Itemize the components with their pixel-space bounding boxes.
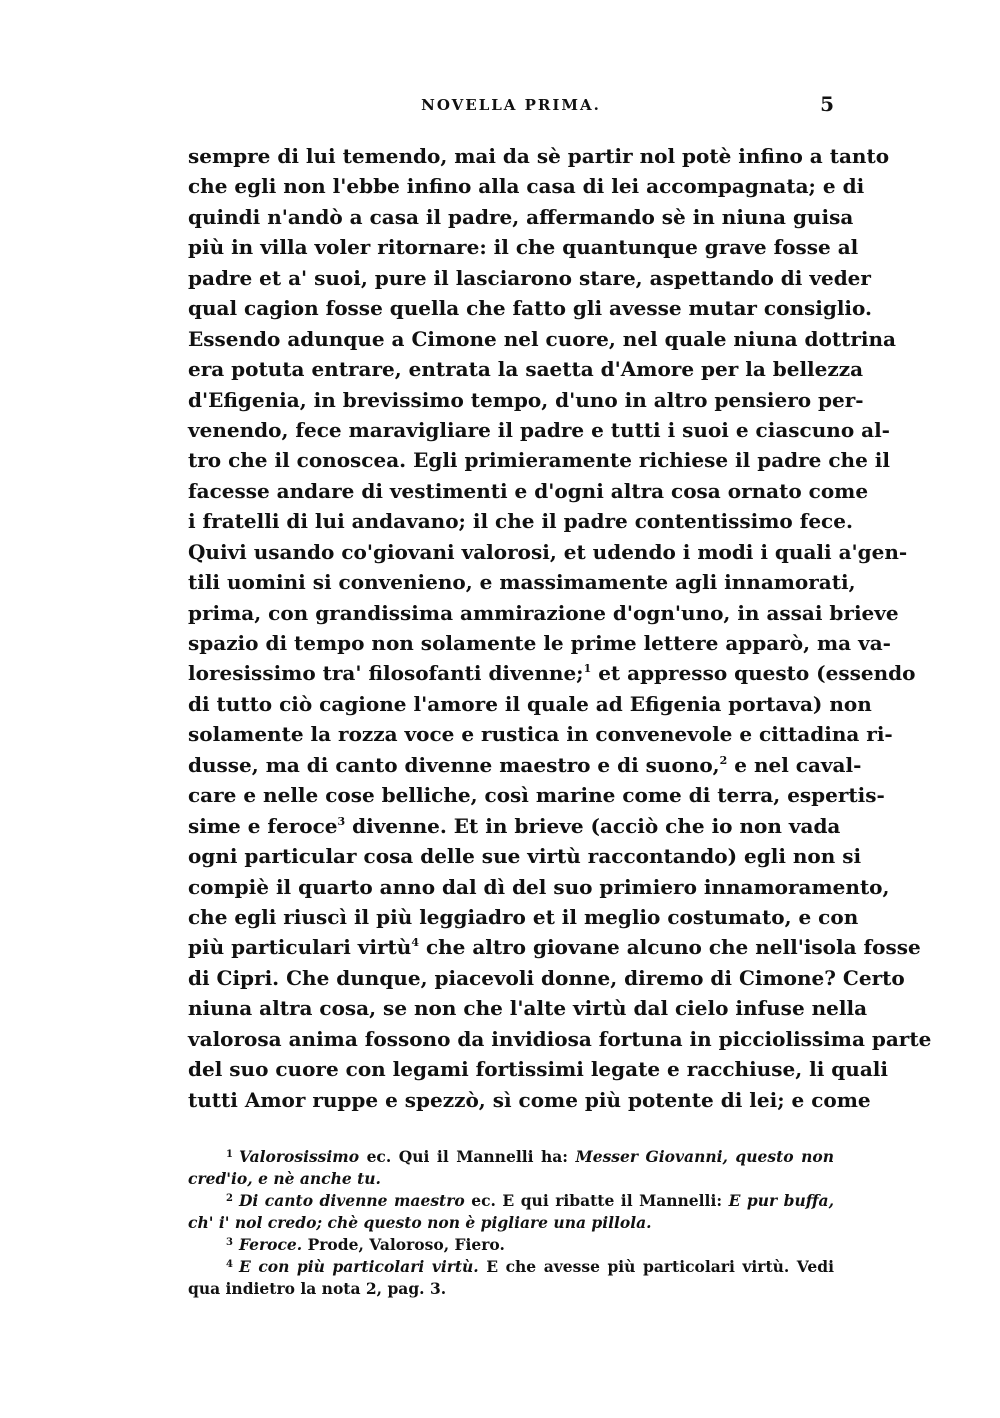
footnote-4 <box>188 1256 834 1278</box>
footnotes <box>188 1146 834 1300</box>
line-tail: e nel caval- <box>734 752 862 777</box>
text-line <box>188 932 921 962</box>
text-line: tutti Amor ruppe e spezzò, sì come più potente di lei; e come <box>188 1087 871 1112</box>
text-line: era potuta entrare, entrata la saetta d'Amore per la bellezza <box>188 357 864 382</box>
footnote-3 <box>188 1234 834 1256</box>
text-line: care e nelle cose belliche, così marine come di terra, espertis- <box>188 783 885 808</box>
text-line: quindi n'andò a casa il padre, affermando sè in niuna guisa <box>188 204 854 229</box>
text-line: tro che il conoscea. Egli primieramente richiese il padre che il <box>188 448 890 473</box>
footnote-text: E che avesse più particolari virtù. Vedi <box>486 1257 834 1276</box>
footnote-mark: 1 <box>226 1149 233 1160</box>
text-line: venendo, fece maravigliare il padre e tutti i suoi e ciascuno al- <box>188 417 890 442</box>
footnote-lemma: Valorosissimo <box>238 1147 360 1166</box>
text-line: che egli riuscì il più leggiadro et il meglio costumato, e con <box>188 904 859 929</box>
footnote-ref: 4 <box>411 936 419 950</box>
text-line: Essendo adunque a Cimone nel cuore, nel quale niuna dottrina <box>188 326 896 351</box>
text-line: ogni particular cosa delle sue virtù raccontando) egli non si <box>188 844 862 869</box>
text-line: di tutto ciò cagione l'amore il quale ad Efigenia portava) non <box>188 691 872 716</box>
footnote-mark: 3 <box>226 1237 233 1248</box>
line-head: dusse, ma di canto divenne maestro e di suono, <box>188 752 720 777</box>
text-line <box>188 658 916 688</box>
text-line: qual cagion fosse quella che fatto gli avesse mutar consiglio. <box>188 296 872 321</box>
line-head: loresissimo tra' filosofanti divenne; <box>188 661 584 686</box>
text-line: prima, con grandissima ammirazione d'ogn'uno, in assai brieve <box>188 600 899 625</box>
page-number: 5 <box>820 92 834 116</box>
text-line: d'Efigenia, in brevissimo tempo, d'uno in altro pensiero per- <box>188 387 864 412</box>
line-tail: et appresso questo (essendo <box>598 661 916 686</box>
footnote-text: Prode, Valoroso, Fiero. <box>307 1235 505 1254</box>
footnote-1-cont: cred'io, e nè anche tu. <box>188 1169 381 1188</box>
footnote-lemma: Di canto divenne maestro <box>238 1191 465 1210</box>
text-line: Quivi usando co'giovani valorosi, et udendo i modi i quali a'gen- <box>188 539 908 564</box>
footnote-mark: 2 <box>226 1193 233 1204</box>
footnote-lemma: Feroce. <box>238 1235 303 1254</box>
text-line <box>188 811 841 841</box>
text-line: tili uomini si convenieno, e massimamente agli innamorati, <box>188 570 856 595</box>
footnote-ref: 3 <box>337 814 346 828</box>
text-line: sempre di lui temendo, mai da sè partir nol potè infino a tanto <box>188 144 890 168</box>
line-head: sime e feroce <box>188 813 338 838</box>
footnote-1 <box>188 1146 834 1168</box>
text-line: del suo cuore con legami fortissimi legate e racchiuse, li quali <box>188 1057 888 1082</box>
running-head <box>188 92 834 126</box>
running-head-title: NOVELLA PRIMA. <box>421 96 601 114</box>
line-tail: che altro giovane alcuno che nell'isola fosse <box>425 935 921 960</box>
text-line <box>188 750 862 780</box>
footnote-lemma: E con più particolari virtù. <box>238 1257 479 1276</box>
text-line: di Cipri. Che dunque, piacevoli donne, diremo di Cimone? Certo <box>188 965 905 990</box>
footnote-text: ec. Qui il Mannelli ha: <box>366 1147 569 1166</box>
text-line: solamente la rozza voce e rustica in convenevole e cittadina ri- <box>188 722 893 747</box>
footnote-quote: Messer Giovanni, questo non <box>575 1147 834 1166</box>
line-head: più particulari virtù <box>188 935 412 960</box>
line-tail: divenne. Et in brieve (acciò che io non vada <box>352 813 841 838</box>
text-line: compiè il quarto anno dal dì del suo primiero innamoramento, <box>188 874 890 899</box>
text-line: valorosa anima fossono da invidiosa fortuna in picciolissima parte <box>188 1026 932 1051</box>
footnote-mark: 4 <box>226 1259 233 1270</box>
body-text <box>188 141 932 1115</box>
text-line: spazio di tempo non solamente le prime lettere apparò, ma va- <box>188 631 891 655</box>
footnote-text: ec. E qui ribatte il Mannelli: <box>471 1191 723 1210</box>
footnote-ref: 1 <box>583 662 592 676</box>
text-line: i fratelli di lui andavano; il che il padre contentissimo fece. <box>188 509 853 534</box>
text-line: più in villa voler ritornare: il che quantunque grave fosse al <box>188 235 859 260</box>
text-line: padre et a' suoi, pure il lasciarono stare, aspettando di veder <box>188 265 871 290</box>
text-line: facesse andare di vestimenti e d'ogni altra cosa ornato come <box>188 478 869 503</box>
text-line: niuna altra cosa, se non che l'alte virtù dal cielo infuse nella <box>188 996 868 1021</box>
footnote-4-cont: qua indietro la nota 2, pag. 3. <box>188 1279 447 1298</box>
footnote-2-cont: ch' i' nol credo; chè questo non è pigliare una pillola. <box>188 1213 652 1232</box>
footnote-2 <box>188 1190 834 1212</box>
text-line: che egli non l'ebbe infino alla casa di lei accompagnata; e di <box>188 174 865 199</box>
footnote-quote: E pur buffa, <box>728 1191 834 1210</box>
footnote-ref: 2 <box>719 753 728 767</box>
